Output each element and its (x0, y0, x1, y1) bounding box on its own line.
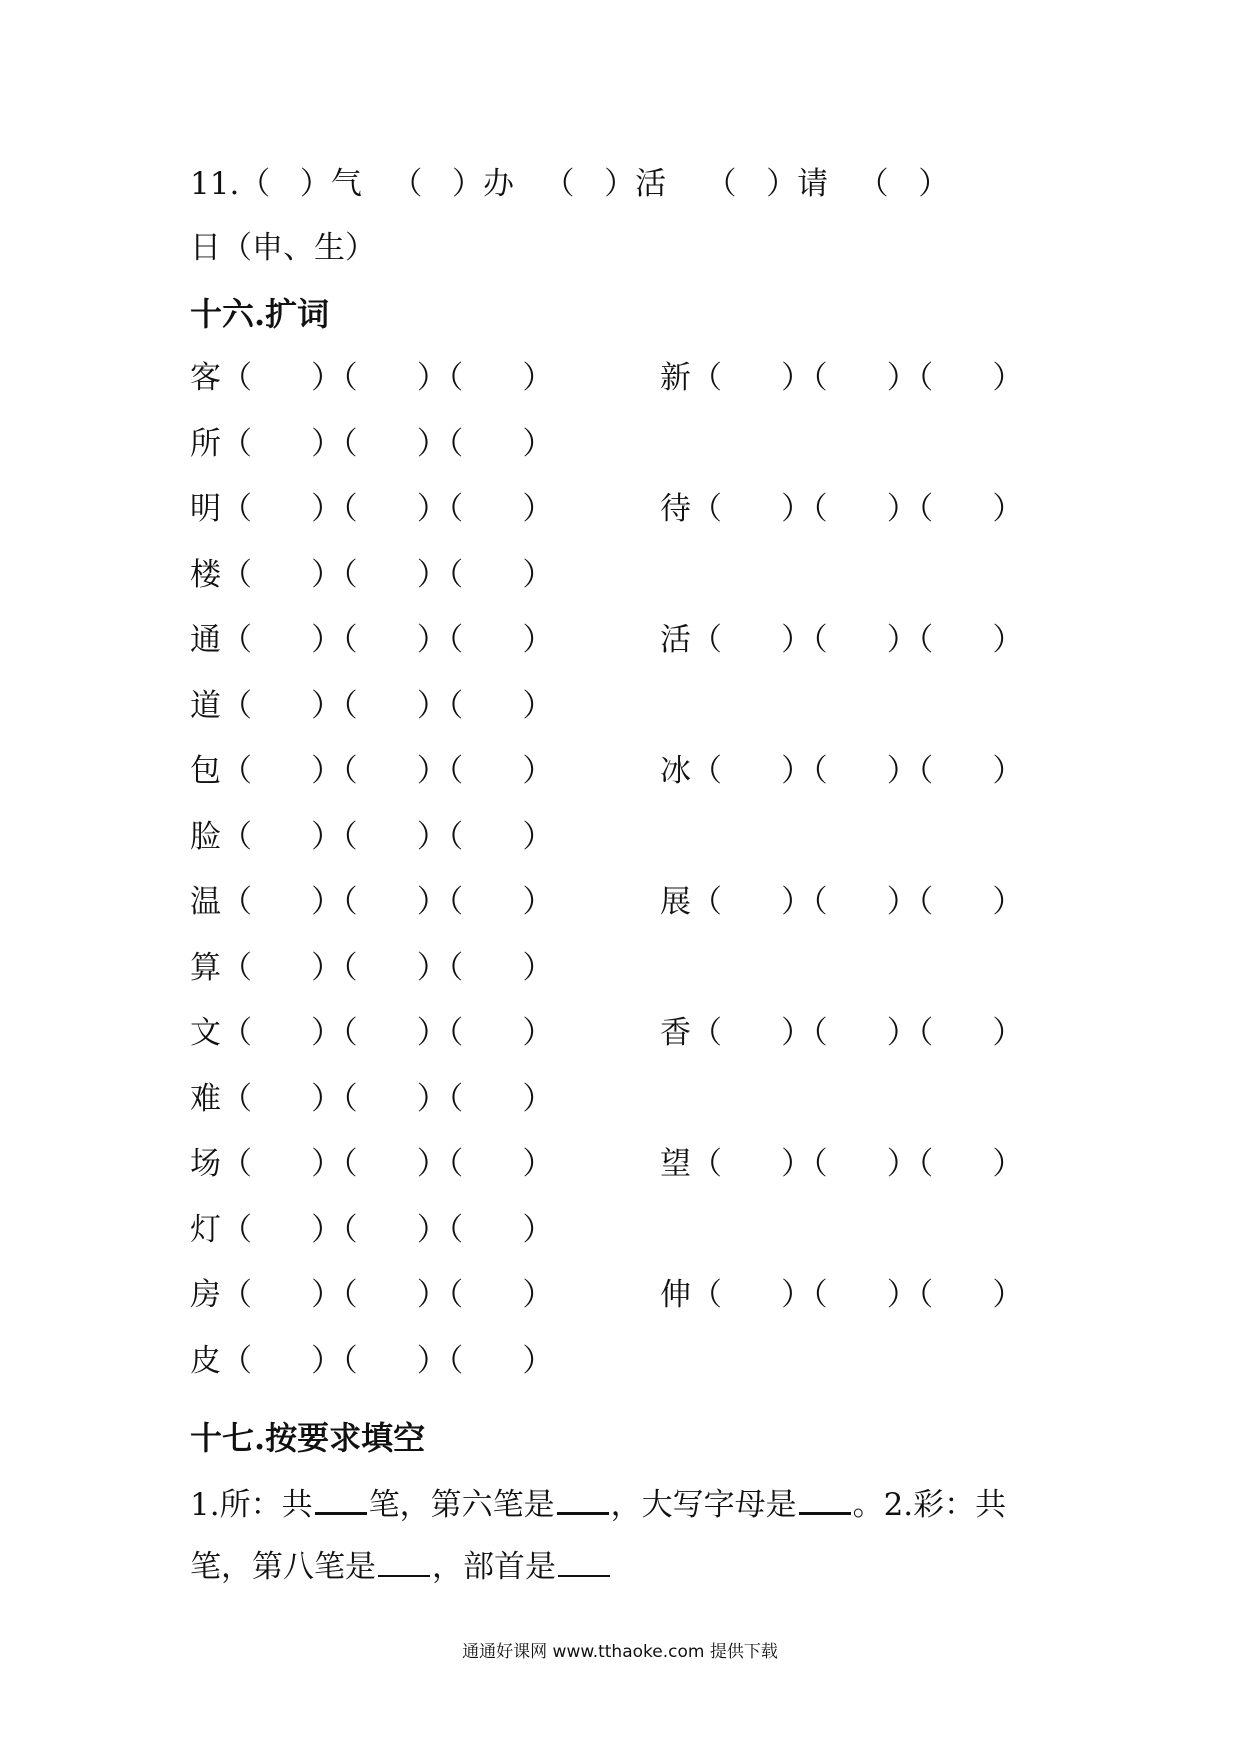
answer-slots[interactable]: （ ）（ ）（ ） (221, 1081, 554, 1117)
answer-slots[interactable]: （ ）（ ）（ ） (691, 491, 1024, 527)
word-row (190, 882, 1024, 922)
character: 难 (190, 1081, 221, 1117)
answer-slots[interactable]: （ ）（ ）（ ） (221, 622, 554, 658)
character: 灯 (190, 1212, 221, 1248)
word-row (190, 948, 553, 988)
fill-in-line1 (190, 1484, 1006, 1525)
word-entry-left (190, 819, 553, 855)
character: 活 (660, 622, 691, 658)
word-entry-left (190, 688, 553, 724)
answer-slots[interactable]: （ ）（ ）（ ） (691, 1015, 1024, 1051)
character: 所 (190, 426, 221, 462)
answer-slots[interactable]: （ ）（ ）（ ） (221, 950, 554, 986)
word-entry-left (190, 753, 553, 789)
character: 脸 (190, 819, 221, 855)
word-entry-right (660, 1275, 1023, 1315)
word-entry-left (190, 884, 553, 920)
fill-text: ，部首是 (432, 1549, 556, 1585)
word-entry-left (190, 1343, 553, 1379)
character: 楼 (190, 557, 221, 593)
word-entry-right (660, 358, 1023, 398)
word-row (190, 1013, 1024, 1053)
character: 皮 (190, 1343, 221, 1379)
answer-slots[interactable]: （ ）（ ）（ ） (221, 688, 554, 724)
word-row (190, 555, 553, 595)
answer-blank[interactable] (557, 1484, 609, 1515)
answer-slots[interactable]: （ ）（ ）（ ） (221, 1015, 554, 1051)
word-entry-right (660, 1144, 1023, 1184)
answer-slots[interactable]: （ ）（ ）（ ） (691, 360, 1024, 396)
word-entry-left (190, 622, 553, 658)
word-row (190, 686, 553, 726)
word-entry-right (660, 751, 1023, 791)
word-entry-left (190, 557, 553, 593)
fill-text: 笔，第八笔是 (190, 1549, 376, 1585)
character: 香 (660, 1015, 691, 1051)
word-entry-left (190, 491, 553, 527)
word-row (190, 489, 1024, 529)
character: 道 (190, 688, 221, 724)
character: 房 (190, 1277, 221, 1313)
answer-blank[interactable] (378, 1547, 430, 1577)
word-row (190, 751, 1024, 791)
answer-blank[interactable] (799, 1484, 851, 1515)
question-15-line2: 日（申、生） (190, 230, 376, 266)
answer-slots[interactable]: （ ）（ ）（ ） (221, 491, 554, 527)
question-15-line1: 11.（ ）气 （ ）办 （ ）活 （ ）请 （ ） (190, 166, 950, 202)
character: 客 (190, 360, 221, 396)
word-entry-right (660, 1013, 1023, 1053)
word-row (190, 1210, 553, 1250)
answer-slots[interactable]: （ ）（ ）（ ） (691, 884, 1024, 920)
fill-text: 。2.彩：共 (852, 1487, 1007, 1523)
character: 场 (190, 1146, 221, 1182)
word-entry-right (660, 620, 1023, 660)
fill-text: 1.所：共 (190, 1487, 313, 1523)
character: 新 (660, 360, 691, 396)
word-entry-left (190, 1146, 553, 1182)
answer-slots[interactable]: （ ）（ ）（ ） (221, 1212, 554, 1248)
word-entry-left (190, 360, 553, 396)
section-16-title: 十六.扩词 (190, 295, 330, 333)
word-entry-left (190, 1277, 553, 1313)
word-row (190, 1079, 553, 1119)
character: 待 (660, 491, 691, 527)
answer-slots[interactable]: （ ）（ ）（ ） (691, 1277, 1024, 1313)
word-entry-left (190, 1015, 553, 1051)
page-footer: 通通好课网 www.tthaoke.com 提供下载 (462, 1642, 778, 1662)
answer-slots[interactable]: （ ）（ ）（ ） (221, 426, 554, 462)
section-17-title: 十七.按要求填空 (190, 1419, 426, 1457)
answer-slots[interactable]: （ ）（ ）（ ） (691, 753, 1024, 789)
answer-slots[interactable]: （ ）（ ）（ ） (221, 360, 554, 396)
fill-text: ，大写字母是 (610, 1487, 797, 1523)
fill-in-line2 (190, 1547, 612, 1587)
character: 明 (190, 491, 221, 527)
answer-slots[interactable]: （ ）（ ）（ ） (221, 819, 554, 855)
character: 伸 (660, 1277, 691, 1313)
word-row (190, 424, 553, 464)
character: 算 (190, 950, 221, 986)
answer-slots[interactable]: （ ）（ ）（ ） (221, 1146, 554, 1182)
word-entry-left (190, 1081, 553, 1117)
answer-slots[interactable]: （ ）（ ）（ ） (221, 753, 554, 789)
character: 文 (190, 1015, 221, 1051)
word-entry-left (190, 1212, 553, 1248)
word-entry-left (190, 950, 553, 986)
answer-slots[interactable]: （ ）（ ）（ ） (221, 1277, 554, 1313)
word-row (190, 1341, 553, 1381)
character: 温 (190, 884, 221, 920)
answer-blank[interactable] (315, 1484, 367, 1515)
word-row (190, 358, 1024, 398)
answer-slots[interactable]: （ ）（ ）（ ） (221, 1343, 554, 1379)
character: 包 (190, 753, 221, 789)
character: 冰 (660, 753, 691, 789)
word-row (190, 817, 553, 857)
answer-slots[interactable]: （ ）（ ）（ ） (691, 622, 1024, 658)
word-entry-left (190, 426, 553, 462)
word-row (190, 620, 1024, 660)
answer-blank[interactable] (558, 1547, 610, 1577)
character: 通 (190, 622, 221, 658)
character: 展 (660, 884, 691, 920)
answer-slots[interactable]: （ ）（ ）（ ） (691, 1146, 1024, 1182)
word-entry-right (660, 882, 1023, 922)
word-row (190, 1275, 1024, 1315)
answer-slots[interactable]: （ ）（ ）（ ） (221, 557, 554, 593)
fill-text: 笔，第六笔是 (368, 1487, 555, 1523)
answer-slots[interactable]: （ ）（ ）（ ） (221, 884, 554, 920)
character: 望 (660, 1146, 691, 1182)
word-entry-right (660, 489, 1023, 529)
word-row (190, 1144, 1024, 1184)
